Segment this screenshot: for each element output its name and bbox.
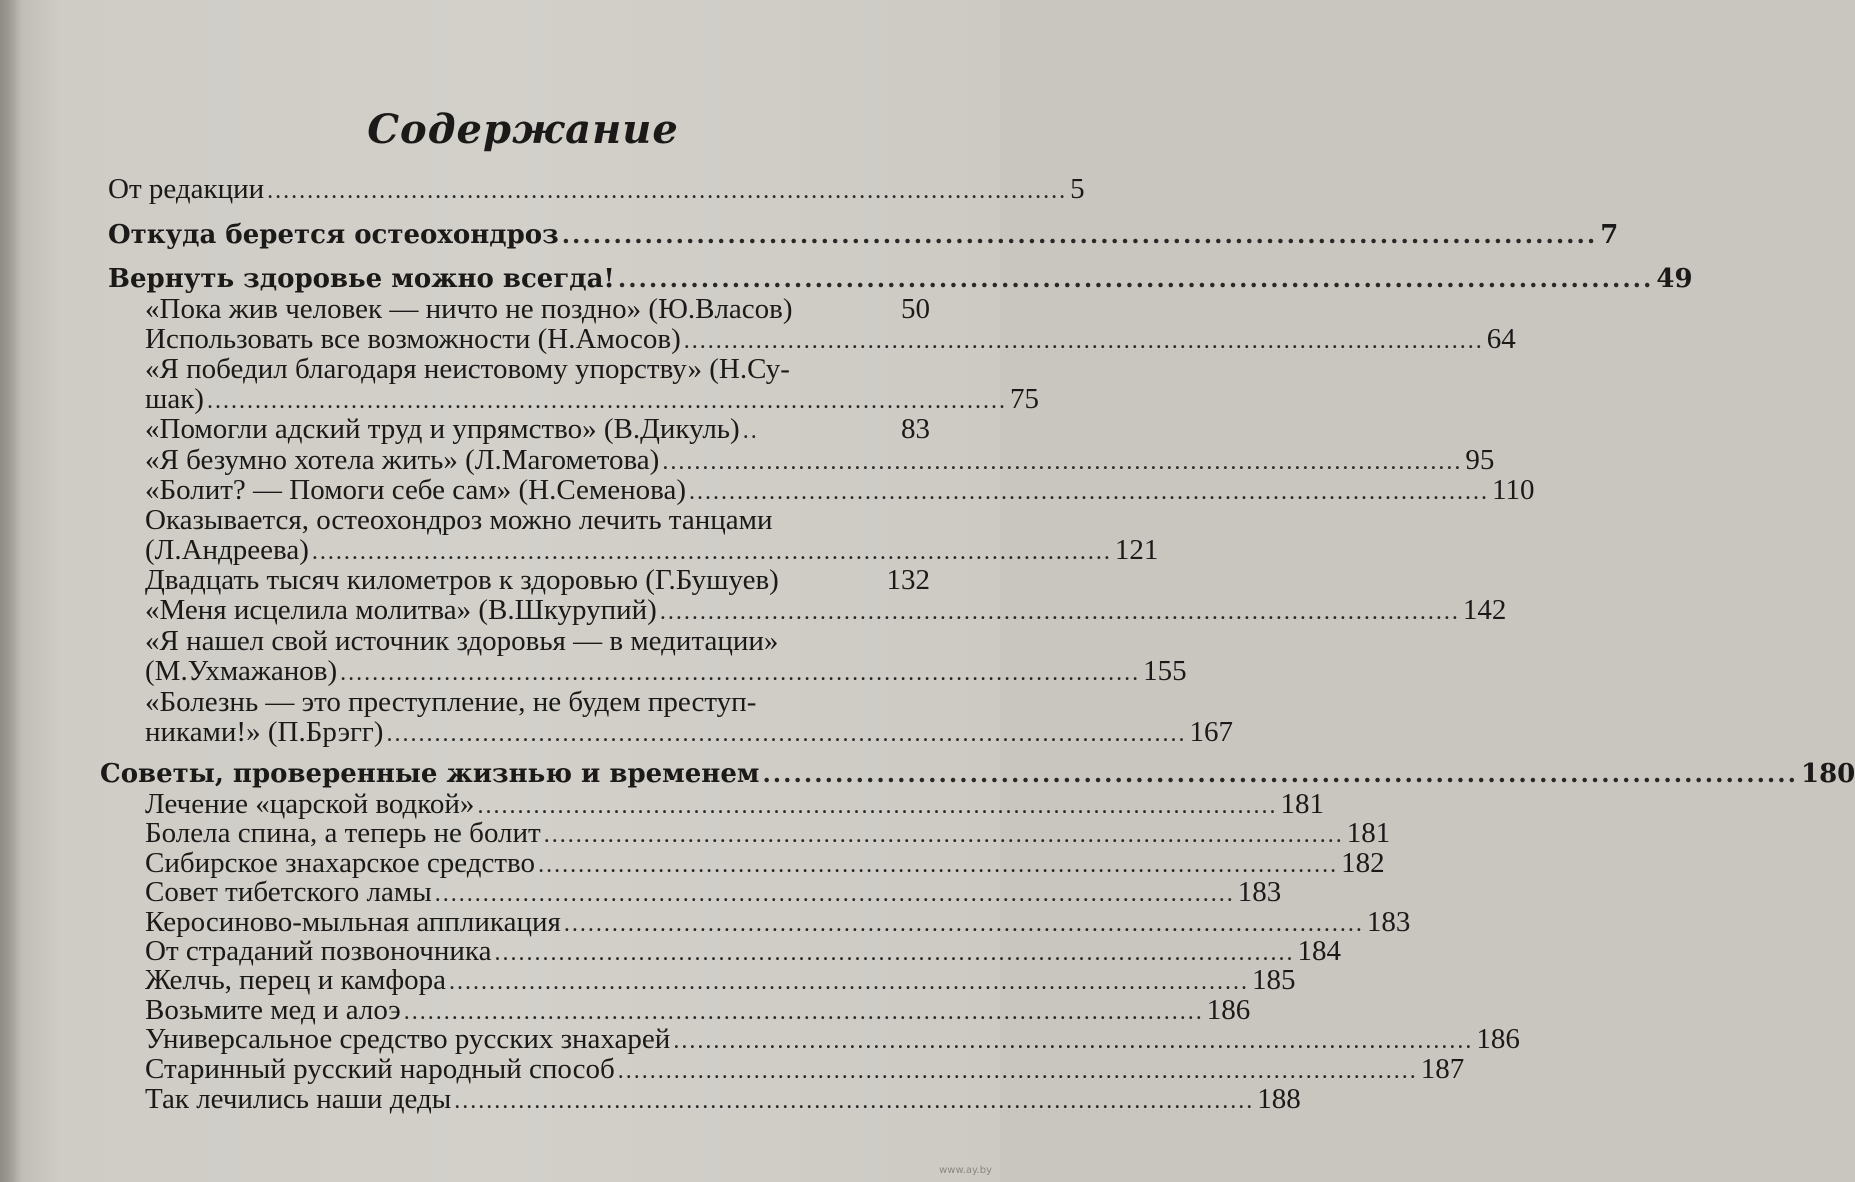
toc-entry-line1: «Я нашел свой источник здоровья — в медитации»: [145, 625, 779, 657]
page-title: Содержание: [367, 106, 679, 153]
watermark: www.ay.by: [939, 1165, 992, 1176]
toc-entry: Советы, проверенные жизнью и временем .................................................................................................... 180: [100, 759, 1855, 789]
toc-entry: Керосиново-мыльная аппликация .................................................................................................... 183: [145, 906, 1411, 938]
toc-entry: «Помогли адский труд и упрямство» (В.Дикуль) .. 83: [145, 413, 930, 445]
toc-entry: «Болит? — Помоги себе сам» (Н.Семенова) .................................................................................................... 110: [145, 474, 1535, 506]
toc-entry: Совет тибетского ламы .................................................................................................... 183: [145, 876, 1282, 908]
toc-entry: Лечение «царской водкой» .................................................................................................... 181: [145, 788, 1324, 820]
toc-entry: Сибирское знахарское средство .................................................................................................... 182: [145, 847, 1385, 879]
toc-entry-line1: Оказывается, остеохондроз можно лечить танцами: [145, 504, 773, 536]
toc-entry: Использовать все возможности (Н.Амосов) .................................................................................................... 64: [145, 323, 1516, 355]
toc-entry: Вернуть здоровье можно всегда! .................................................................................................... 49: [108, 264, 1693, 294]
toc-entry: «Я безумно хотела жить» (Л.Магометова) .................................................................................................... 95: [145, 444, 1495, 476]
toc-entry: (Л.Андреева) .................................................................................................... 121: [145, 534, 1159, 566]
toc-entry: Возьмите мед и алоэ .................................................................................................... 186: [145, 994, 1251, 1026]
toc-entry: «Пока жив человек — ничто не поздно» (Ю.Власов) 50: [145, 293, 930, 325]
toc-entry: Желчь, перец и камфора .................................................................................................... 185: [145, 964, 1296, 996]
toc-entry: Старинный русский народный способ .................................................................................................... 187: [145, 1053, 1465, 1085]
toc-entry: (М.Ухмажанов) .................................................................................................... 155: [145, 655, 1187, 687]
toc-entry: Болела спина, а теперь не болит .................................................................................................... 181: [145, 817, 1391, 849]
toc-entry-line1: «Болезнь — это преступление, не будем преступ-: [145, 686, 757, 718]
toc-entry: никами!» (П.Брэгг) .................................................................................................... 167: [145, 716, 1233, 748]
toc-entry: Так лечились наши деды .................................................................................................... 188: [145, 1083, 1301, 1115]
toc-entry: Двадцать тысяч километров к здоровью (Г.Бушуев) 132: [145, 564, 930, 596]
toc-entry-line1: «Я победил благодаря неистовому упорству» (Н.Су-: [145, 353, 790, 385]
toc-entry: «Меня исцелила молитва» (В.Шкурупий) .................................................................................................... 142: [145, 594, 1507, 626]
toc-entry: От редакции .................................................................................................... 5: [108, 173, 1085, 205]
toc-entry: Универсальное средство русских знахарей .................................................................................................... 186: [145, 1023, 1520, 1055]
toc-entry: шак) .................................................................................................... 75: [145, 383, 1039, 415]
toc-entry: Откуда берется остеохондроз .................................................................................................... 7: [108, 220, 1619, 250]
toc-entry: От страданий позвоночника .................................................................................................... 184: [145, 935, 1341, 967]
